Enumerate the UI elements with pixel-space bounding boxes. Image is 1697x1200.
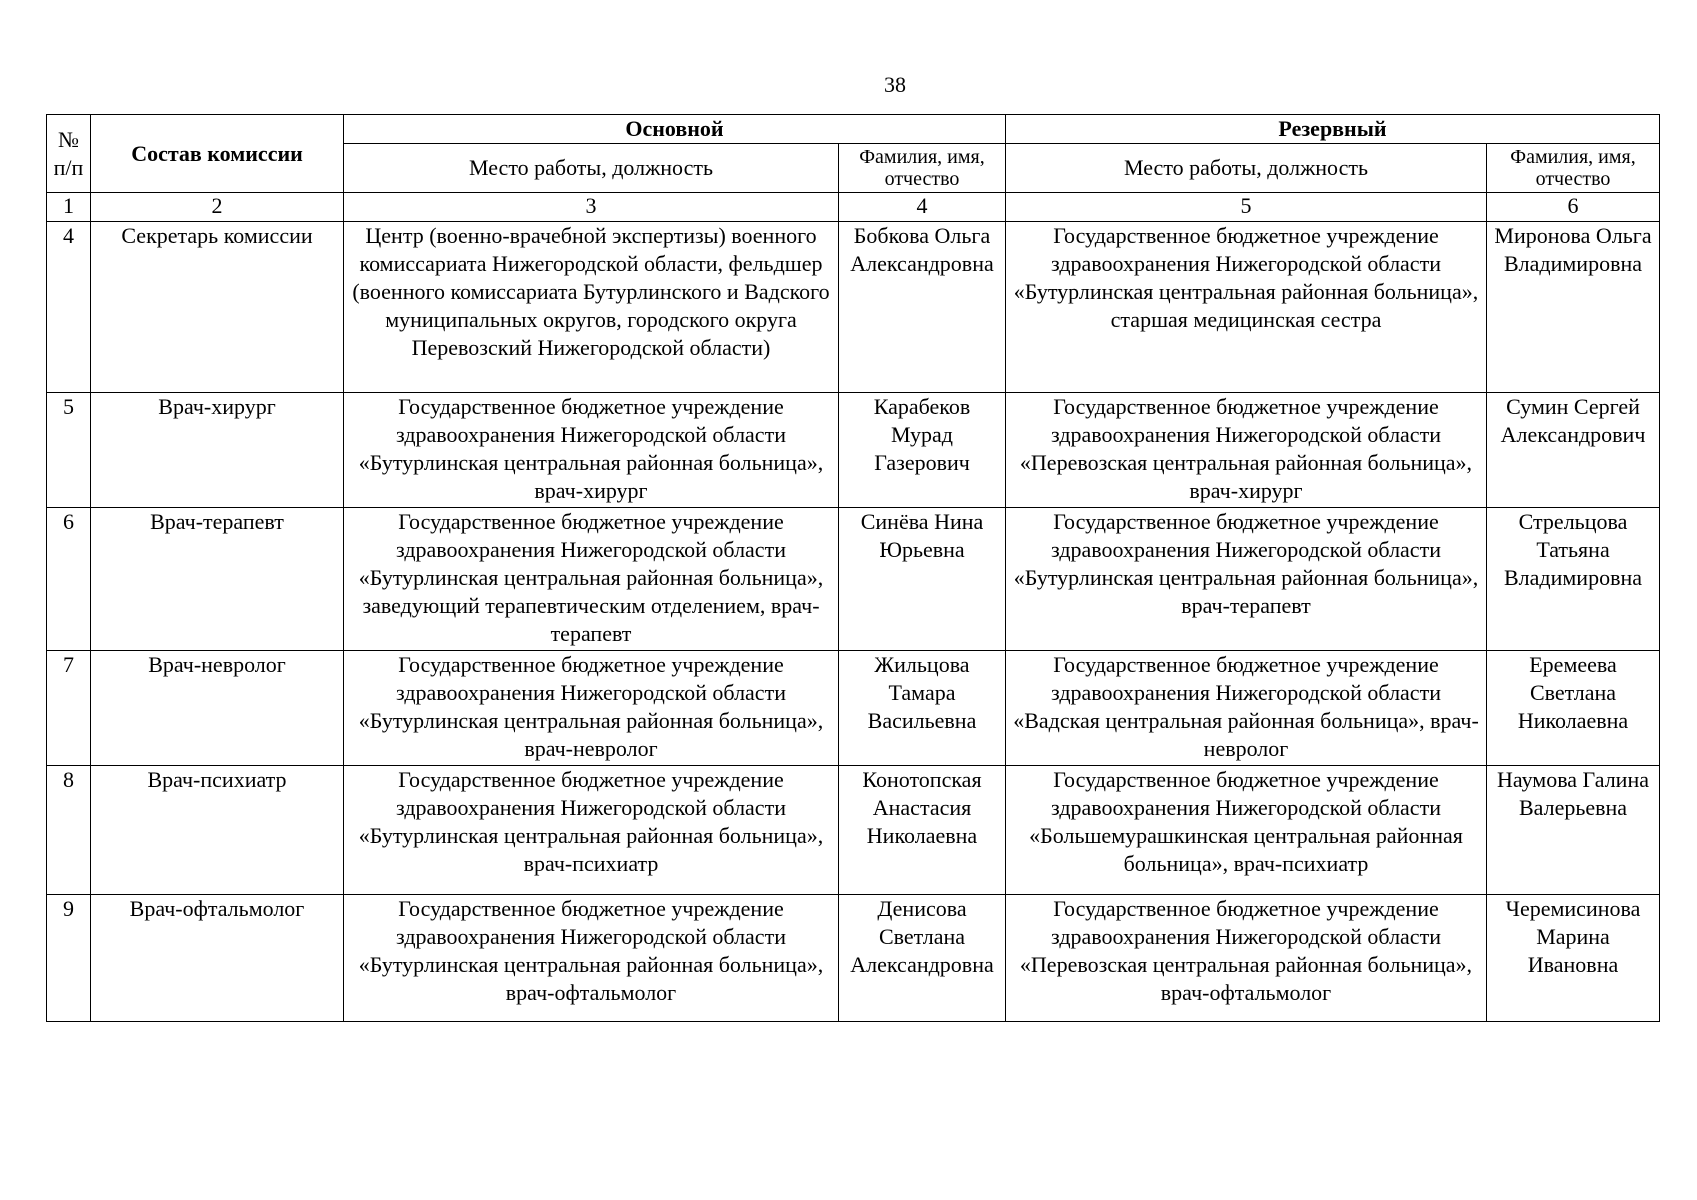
header-reserve-group: Резервный	[1006, 115, 1660, 144]
row-num: 8	[47, 766, 91, 895]
header-group-row	[47, 115, 1660, 144]
column-number: 5	[1006, 193, 1487, 222]
row-role: Врач-терапевт	[91, 508, 344, 651]
row-main-fio: Карабеков Мурад Газерович	[839, 393, 1006, 508]
table-row	[47, 222, 1660, 393]
row-num: 9	[47, 895, 91, 1022]
row-role: Врач-психиатр	[91, 766, 344, 895]
row-reserve-workplace: Государственное бюджетное учреждение здравоохранения Нижегородской области «Бутурлинская центральная районная больница», врач-терапевт	[1006, 508, 1487, 651]
header-num: № п/п	[47, 115, 91, 193]
header-main-fio: Фамилия, имя, отчество	[839, 144, 1006, 193]
row-role: Врач-хирург	[91, 393, 344, 508]
column-number: 1	[47, 193, 91, 222]
row-reserve-fio: Черемисинова Марина Ивановна	[1487, 895, 1660, 1022]
row-reserve-workplace: Государственное бюджетное учреждение здравоохранения Нижегородской области «Вадская центральная районная больница», врач-невролог	[1006, 651, 1487, 766]
row-reserve-workplace: Государственное бюджетное учреждение здравоохранения Нижегородской области «Бутурлинская центральная районная больница», старшая медицинская сестра	[1006, 222, 1487, 393]
page-number: 38	[884, 72, 906, 97]
table-row	[47, 508, 1660, 651]
header-main-group: Основной	[344, 115, 1006, 144]
row-num: 6	[47, 508, 91, 651]
row-role: Секретарь комиссии	[91, 222, 344, 393]
row-main-workplace: Государственное бюджетное учреждение здравоохранения Нижегородской области «Бутурлинская центральная районная больница», врач-психиатр	[344, 766, 839, 895]
row-main-fio: Конотопская Анастасия Николаевна	[839, 766, 1006, 895]
header-composition: Состав комиссии	[91, 115, 344, 193]
row-num: 7	[47, 651, 91, 766]
table-row	[47, 766, 1660, 895]
row-reserve-workplace: Государственное бюджетное учреждение здравоохранения Нижегородской области «Перевозская центральная районная больница», врач-офтальмолог	[1006, 895, 1487, 1022]
row-main-fio: Синёва Нина Юрьевна	[839, 508, 1006, 651]
row-role: Врач-офтальмолог	[91, 895, 344, 1022]
column-number: 2	[91, 193, 344, 222]
row-main-fio: Денисова Светлана Александровна	[839, 895, 1006, 1022]
row-reserve-fio: Сумин Сергей Александрович	[1487, 393, 1660, 508]
commission-table	[46, 114, 1660, 1022]
column-number-row	[47, 193, 1660, 222]
row-main-workplace: Центр (военно-врачебной экспертизы) военного комиссариата Нижегородской области, фельдшер (военного комиссариата Бутурлинского и Вадского муниципальных округов, городского округа Перевозский Нижегородской области)	[344, 222, 839, 393]
row-num: 5	[47, 393, 91, 508]
table-row	[47, 895, 1660, 1022]
column-number: 6	[1487, 193, 1660, 222]
row-main-fio: Бобкова Ольга Александровна	[839, 222, 1006, 393]
row-reserve-workplace: Государственное бюджетное учреждение здравоохранения Нижегородской области «Перевозская центральная районная больница», врач-хирург	[1006, 393, 1487, 508]
header-reserve-fio: Фамилия, имя, отчество	[1487, 144, 1660, 193]
row-role: Врач-невролог	[91, 651, 344, 766]
header-main-workplace: Место работы, должность	[344, 144, 839, 193]
table-row	[47, 393, 1660, 508]
column-number: 4	[839, 193, 1006, 222]
row-main-fio: Жильцова Тамара Васильевна	[839, 651, 1006, 766]
row-main-workplace: Государственное бюджетное учреждение здравоохранения Нижегородской области «Бутурлинская центральная районная больница», врач-хирург	[344, 393, 839, 508]
row-main-workplace: Государственное бюджетное учреждение здравоохранения Нижегородской области «Бутурлинская центральная районная больница», заведующий терапевтическим отделением, врач-терапевт	[344, 508, 839, 651]
row-main-workplace: Государственное бюджетное учреждение здравоохранения Нижегородской области «Бутурлинская центральная районная больница», врач-невролог	[344, 651, 839, 766]
row-num: 4	[47, 222, 91, 393]
header-reserve-workplace: Место работы, должность	[1006, 144, 1487, 193]
row-reserve-fio: Миронова Ольга Владимировна	[1487, 222, 1660, 393]
row-main-workplace: Государственное бюджетное учреждение здравоохранения Нижегородской области «Бутурлинская центральная районная больница», врач-офтальмолог	[344, 895, 839, 1022]
row-reserve-workplace: Государственное бюджетное учреждение здравоохранения Нижегородской области «Большемурашкинская центральная районная больница», врач-психиатр	[1006, 766, 1487, 895]
table-row	[47, 651, 1660, 766]
row-reserve-fio: Еремеева Светлана Николаевна	[1487, 651, 1660, 766]
row-reserve-fio: Наумова Галина Валерьевна	[1487, 766, 1660, 895]
column-number: 3	[344, 193, 839, 222]
row-reserve-fio: Стрельцова Татьяна Владимировна	[1487, 508, 1660, 651]
